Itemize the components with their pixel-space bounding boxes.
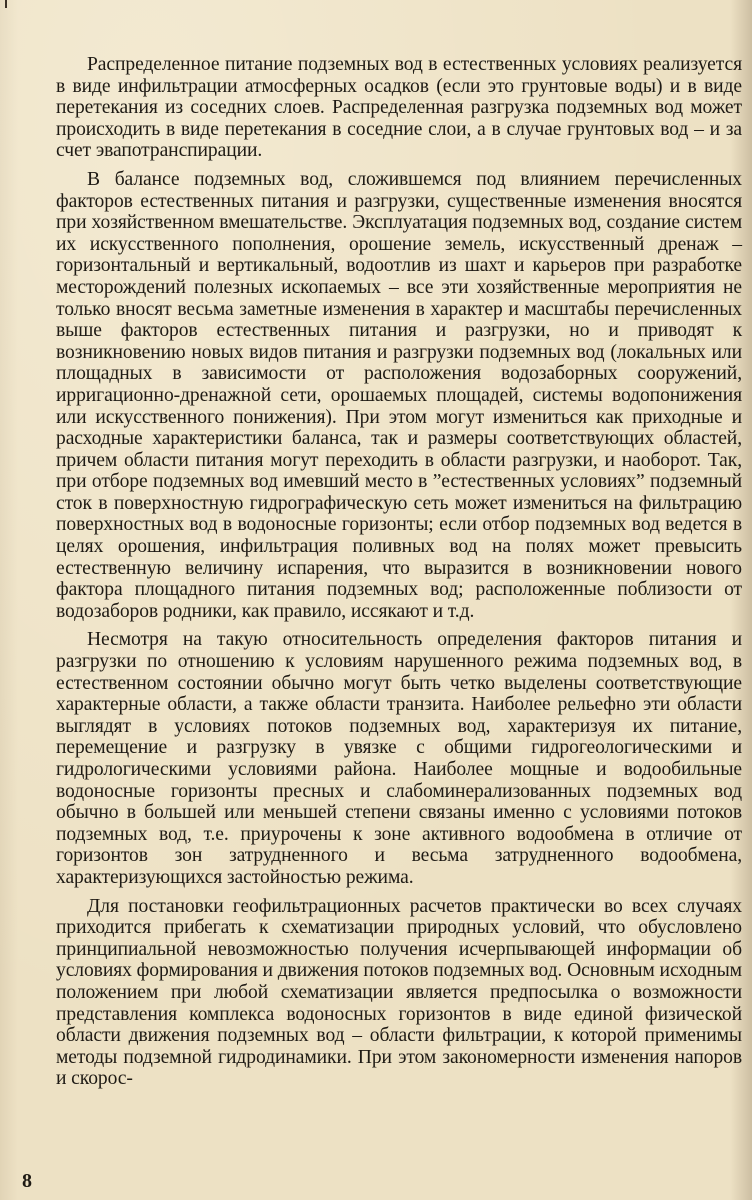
scan-edge-mark — [5, 0, 7, 8]
body-text — [56, 54, 742, 1097]
paragraph-natural-state-areas: Несмотря на такую относительность определения факторов питания и разгрузки по отношению к условиям нарушенного режима подземных вод, в естественном состоянии обычно могут быть четко выделены соответствующие характерные области, а также области транзита. Наиболее рельефно эти области выглядят в условиях потоков подземных вод, характеризуя их питание, перемещение и разгрузку в увязке с общими гидрогеологическими и гидрологическими условиями района. Наиболее мощные и водообильные водоносные горизонты пресных и слабоминерализованных подземных вод обычно в большей или меньшей степени связаны именно с условиями потоков подземных вод, т.е. приурочены к зоне активного водообмена в отличие от горизонтов зон затрудненного и весьма затрудненного водообмена, характеризующихся застойностью режима. — [56, 629, 742, 888]
paragraph-distributed-recharge: Распределенное питание подземных вод в естественных условиях реализуется в виде инфильтрации атмосферных осадков (если это грунтовые воды) и в виде перетекания из соседних слоев. Распределенная разгрузка подземных вод может происходить в виде перетекания в соседние слои, а в случае грунтовых вод – и за счет эвапотранспирации. — [56, 54, 742, 162]
paragraph-groundwater-balance: В балансе подземных вод, сложившемся под влиянием перечисленных факторов естественных питания и разгрузки, существенные изменения вносятся при хозяйственном вмешательстве. Эксплуатация подземных вод, создание систем их искусственного пополнения, орошение земель, искусственный дренаж – горизонтальный и вертикальный, водоотлив из шахт и карьеров при разработке месторождений полезных ископаемых – все эти хозяйственные мероприятия не только вносят весьма заметные изменения в характер и масштабы перечисленных выше факторов естественных питания и разгрузки, но и приводят к возникновению новых видов питания и разгрузки подземных вод (локальных или площадных в зависимости от расположения водозаборных сооружений, ирригационно-дренажной сети, орошаемых площадей, системы водопонижения или искусственного понижения). При этом могут измениться как приходные и расходные характеристики баланса, так и размеры соответствующих областей, причем области питания могут переходить в области разгрузки, и наоборот. Так, при отборе подземных вод имевший место в ”естественных условиях” подземный сток в поверхностную гидрографическую сеть может измениться на фильтрацию поверхностных вод в водоносные горизонты; если отбор подземных вод ведется в целях орошения, инфильтрация поливных вод на полях может превысить естественную величину испарения, что выразится в возникновении нового фактора площадного питания подземных вод; расположенные поблизости от водозаборов родники, как правило, иссякают и т.д. — [56, 168, 742, 622]
paragraph-schematization: Для постановки геофильтрационных расчетов практически во всех случаях приходится прибегать к схематизации природных условий, что обусловлено принципиальной невозможностью получения исчерпывающей информации об условиях формирования и движения потоков подземных вод. Основным исходным положением при любой схематизации является предпосылка о возможности представления комплекса водоносных горизонтов в виде единой физической области движения подземных вод – области фильтрации, к которой применимы методы подземной гидродинамики. При этом закономерности изменения напоров и скорос- — [56, 895, 742, 1090]
page-number: 8 — [22, 1170, 32, 1192]
